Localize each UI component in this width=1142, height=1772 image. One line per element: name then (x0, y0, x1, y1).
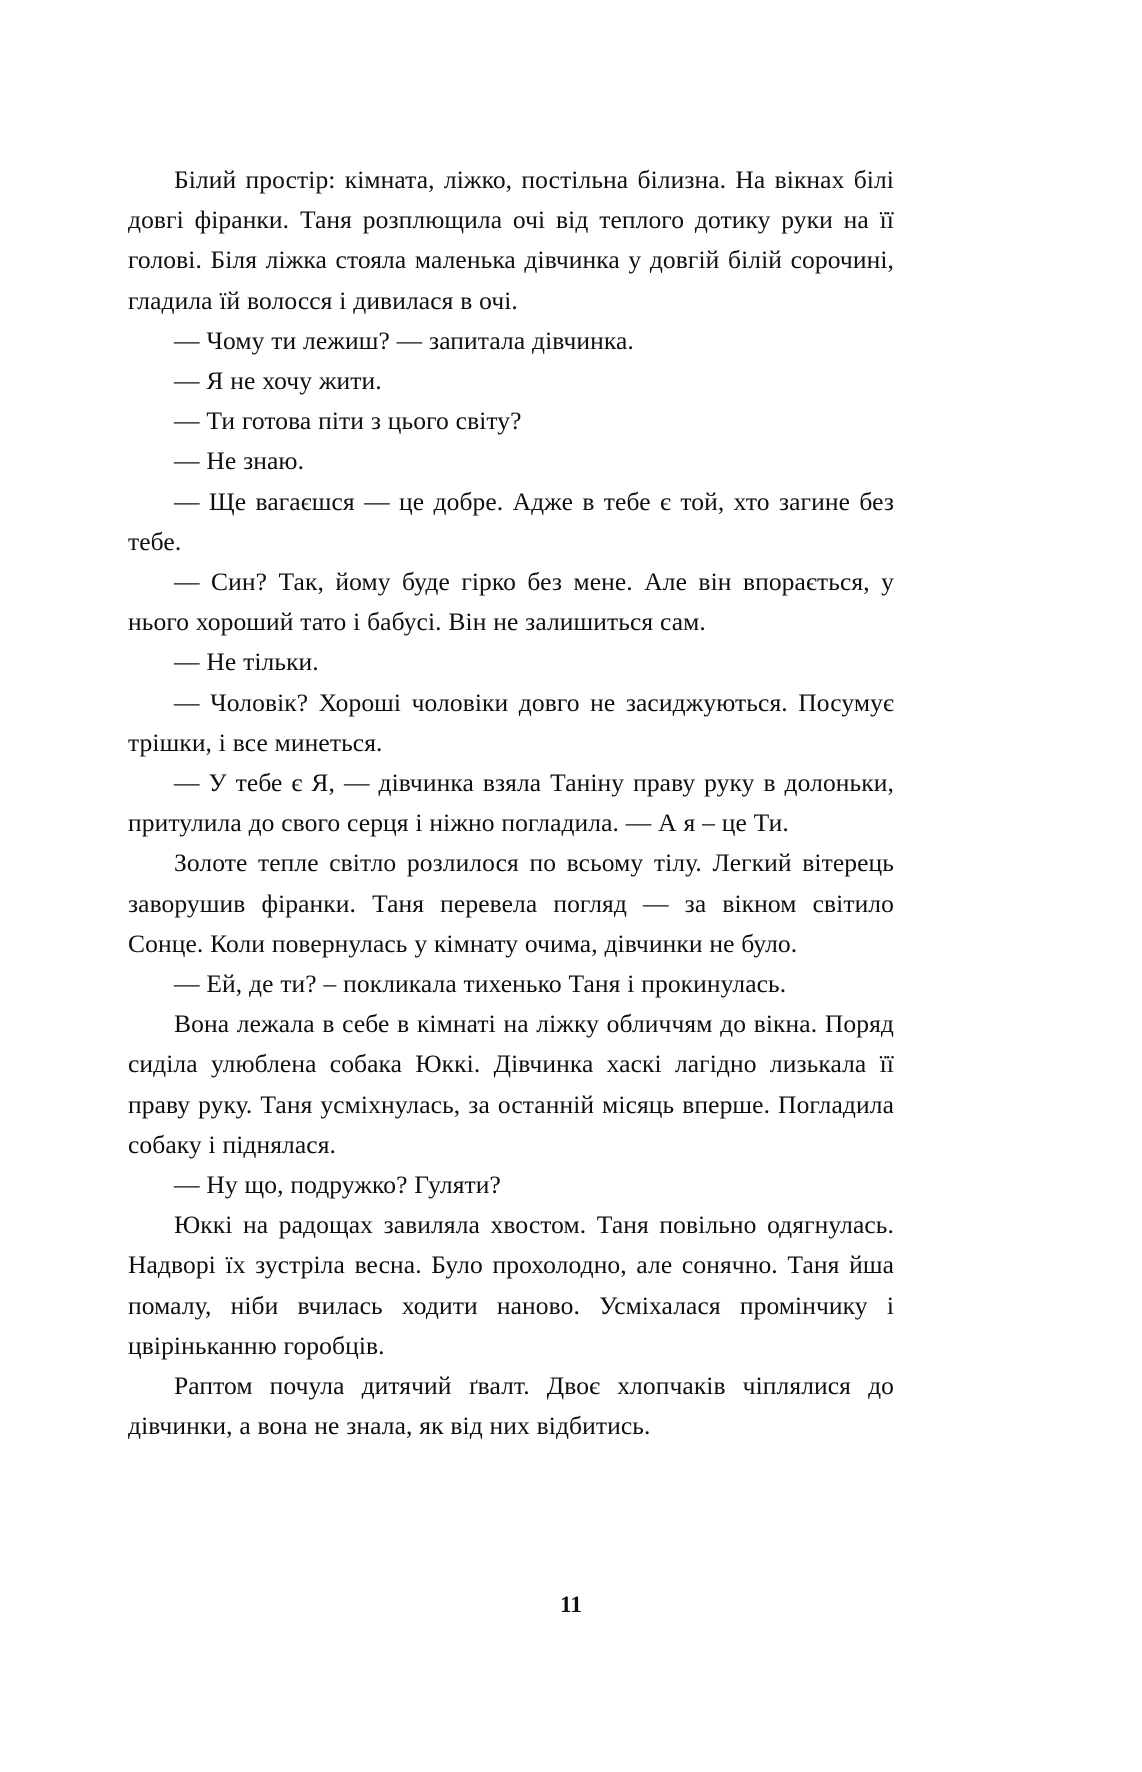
paragraph: — Чоловік? Хороші чоловіки довго не засиджуються. Посумує трішки, і все минеться. (128, 687, 894, 757)
paragraph: — Я не хочу жити. (174, 366, 382, 396)
paragraph: — Чому ти лежиш? — запитала дівчинка. (174, 325, 634, 355)
paragraph: Золоте тепле світло розлилося по всьому тілу. Легкий вітерець заворушив фіранки. Таня перевела погляд — за вікном світило Сонце. Коли повернулась у кімнату очима, дівчинки не було. (128, 848, 894, 958)
paragraph: Білий простір: кімната, ліжко, постільна білизна. На вікнах білі довгі фіранки. Таня розплющила очі від теплого дотику руки на її голові. Біля ліжка стояла маленька дівчинка у довгій білій сорочині, гладила їй волосся і дивилася в очі. (128, 165, 894, 315)
body-text-column (128, 160, 894, 1447)
paragraph: — Ей, де ти? – покликала тихенько Таня і прокинулась. (174, 969, 787, 999)
paragraph: Раптом почула дитячий ґвалт. Двоє хлопчаків чіплялися до дівчинки, а вона не знала, як від них відбитись. (128, 1371, 894, 1441)
paragraph: — Не тільки. (174, 647, 319, 677)
page-number: 11 (560, 1592, 582, 1617)
paragraph: Вона лежала в себе в кімнаті на ліжку обличчям до вікна. Поряд сиділа улюблена собака Юккі. Дівчинка хаскі лагідно лизькала її праву руку. Таня усміхнулась, за останній місяць вперше. Погладила собаку і піднялася. (128, 1009, 894, 1159)
paragraph: — Не знаю. (174, 446, 305, 476)
paragraph: — Ти готова піти з цього світу? (174, 406, 522, 436)
paragraph: — У тебе є Я, — дівчинка взяла Таніну праву руку в долоньки, притулила до свого серця і ніжно погладила. — А я – це Ти. (128, 768, 894, 838)
paragraph: — Ще вагаєшся — це добре. Адже в тебе є той, хто загине без тебе. (128, 486, 894, 556)
paragraph: — Ну що, подружко? Гуляти? (174, 1170, 501, 1200)
paragraph: — Син? Так, йому буде гірко без мене. Але він впорається, у нього хороший тато і бабусі. Він не залишиться сам. (128, 567, 894, 637)
paragraph: Юккі на радощах завиляла хвостом. Таня повільно одягнулась. Надворі їх зустріла весна. Було прохолодно, але сонячно. Таня йша помалу, ніби вчилась ходити наново. Усміхалася промінчику і цвіріньканню горобців. (128, 1210, 894, 1360)
